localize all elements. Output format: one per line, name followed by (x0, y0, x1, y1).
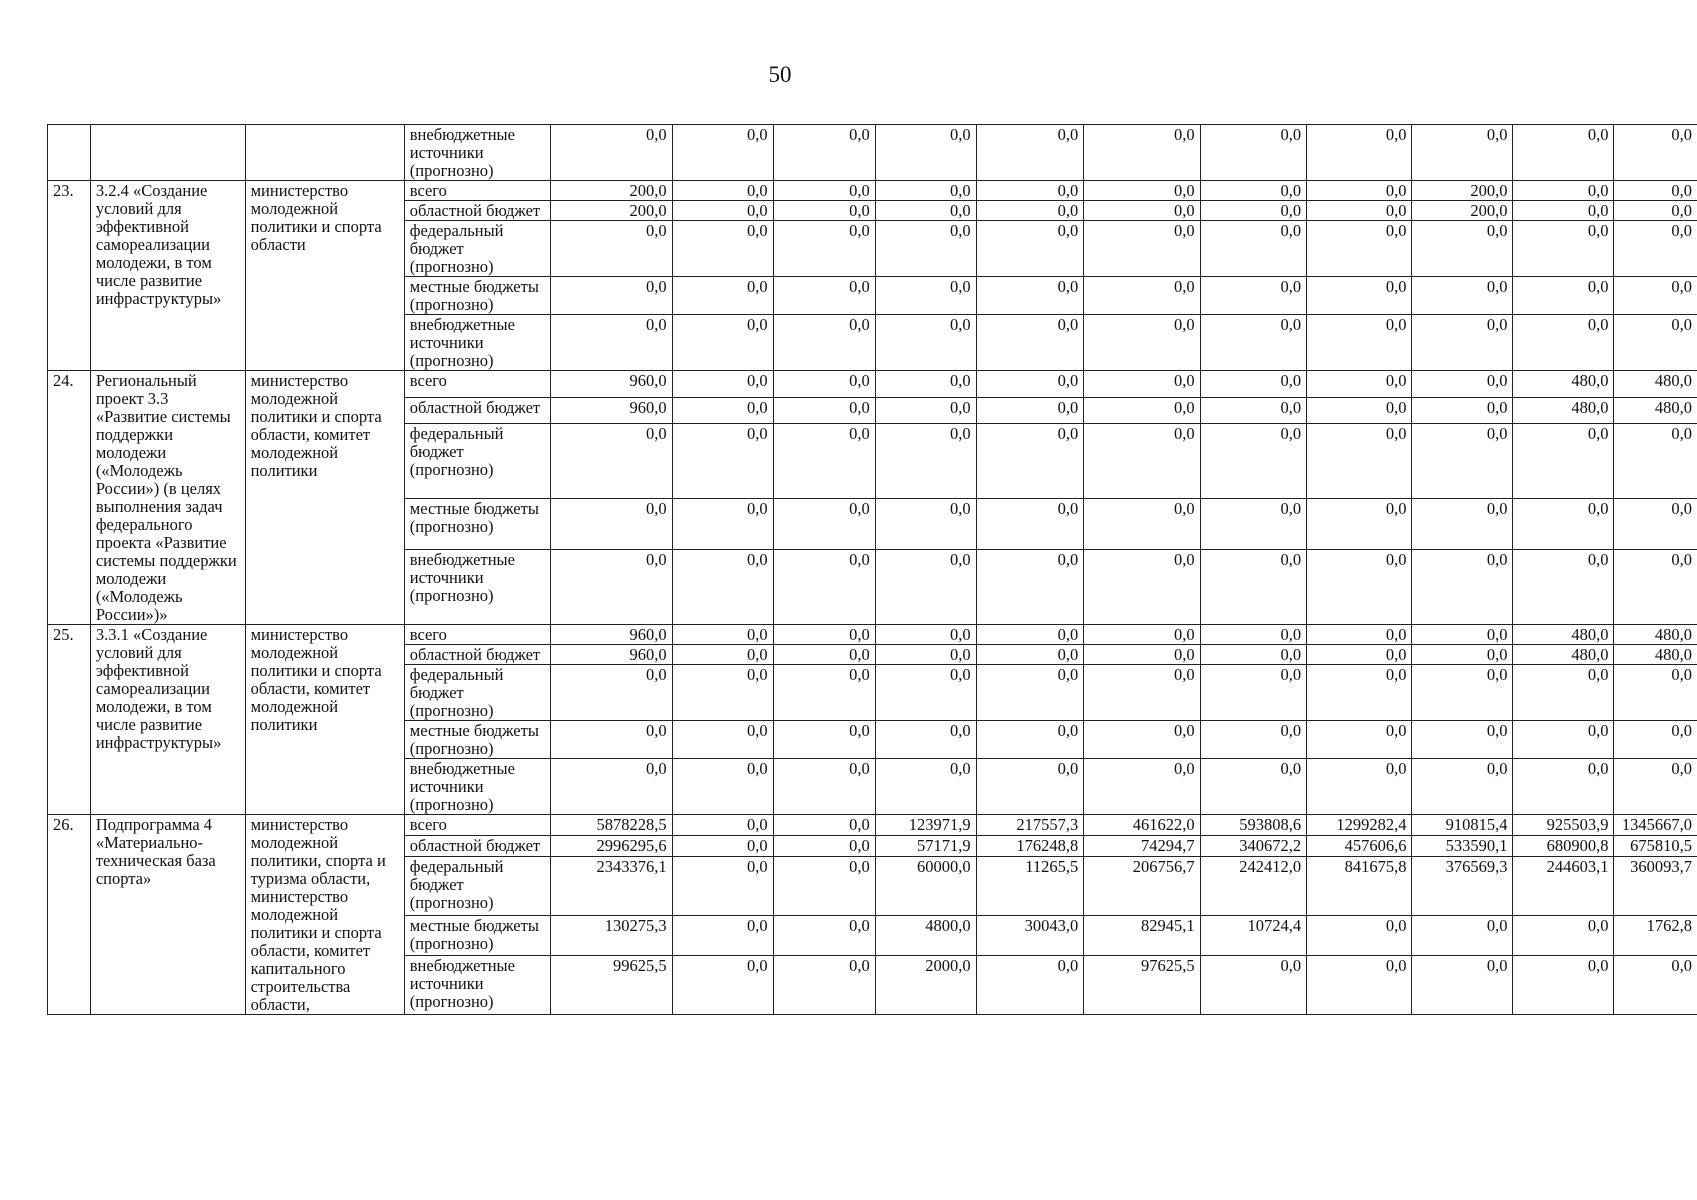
row-number: 25. (48, 625, 91, 815)
amount-cell: 0,0 (1084, 645, 1200, 665)
amount-cell: 0,0 (672, 550, 773, 625)
amount-cell: 0,0 (1307, 125, 1412, 181)
amount-cell: 0,0 (1084, 759, 1200, 815)
amount-cell: 0,0 (1307, 550, 1412, 625)
amount-cell: 0,0 (672, 836, 773, 857)
funding-source: областной бюджет (404, 645, 550, 665)
amount-cell: 0,0 (1412, 759, 1513, 815)
amount-cell: 0,0 (875, 371, 976, 398)
amount-cell: 593808,6 (1200, 815, 1306, 836)
amount-cell: 0,0 (1614, 221, 1697, 277)
amount-cell: 0,0 (1307, 315, 1412, 371)
amount-cell: 680900,8 (1513, 836, 1614, 857)
amount-cell: 0,0 (773, 550, 875, 625)
amount-cell: 0,0 (550, 125, 672, 181)
measure-name (90, 125, 245, 181)
amount-cell: 0,0 (1614, 665, 1697, 721)
amount-cell: 0,0 (1513, 665, 1614, 721)
amount-cell: 0,0 (1084, 201, 1200, 221)
amount-cell: 2000,0 (875, 956, 976, 1015)
amount-cell: 0,0 (773, 645, 875, 665)
amount-cell: 0,0 (1084, 665, 1200, 721)
amount-cell: 0,0 (773, 836, 875, 857)
amount-cell: 200,0 (550, 181, 672, 201)
amount-cell: 176248,8 (976, 836, 1084, 857)
amount-cell: 0,0 (1513, 277, 1614, 315)
amount-cell: 0,0 (1412, 665, 1513, 721)
funding-source: внебюджетные источники (прогнозно) (404, 550, 550, 625)
amount-cell: 0,0 (976, 221, 1084, 277)
amount-cell: 0,0 (875, 759, 976, 815)
amount-cell: 533590,1 (1412, 836, 1513, 857)
amount-cell: 0,0 (1084, 721, 1200, 759)
amount-cell: 0,0 (1307, 721, 1412, 759)
amount-cell: 0,0 (672, 499, 773, 550)
amount-cell: 0,0 (550, 759, 672, 815)
amount-cell: 0,0 (1614, 181, 1697, 201)
amount-cell: 0,0 (1084, 499, 1200, 550)
amount-cell: 0,0 (773, 815, 875, 836)
amount-cell: 0,0 (976, 397, 1084, 424)
amount-cell: 0,0 (875, 125, 976, 181)
amount-cell: 480,0 (1614, 397, 1697, 424)
amount-cell: 0,0 (1084, 625, 1200, 645)
amount-cell: 0,0 (773, 125, 875, 181)
table-row (48, 181, 1697, 201)
funding-source: всего (404, 625, 550, 645)
amount-cell: 0,0 (1307, 759, 1412, 815)
amount-cell: 0,0 (976, 665, 1084, 721)
amount-cell: 1345667,0 (1614, 815, 1697, 836)
amount-cell: 0,0 (1307, 916, 1412, 956)
amount-cell: 0,0 (1412, 315, 1513, 371)
amount-cell: 0,0 (550, 721, 672, 759)
amount-cell: 0,0 (1412, 371, 1513, 398)
amount-cell: 5878228,5 (550, 815, 672, 836)
amount-cell: 0,0 (1412, 721, 1513, 759)
amount-cell: 0,0 (875, 221, 976, 277)
amount-cell: 74294,7 (1084, 836, 1200, 857)
amount-cell: 0,0 (1412, 221, 1513, 277)
amount-cell: 200,0 (1412, 201, 1513, 221)
amount-cell: 0,0 (1513, 721, 1614, 759)
amount-cell: 0,0 (1200, 721, 1306, 759)
amount-cell: 0,0 (875, 181, 976, 201)
amount-cell: 0,0 (1200, 201, 1306, 221)
amount-cell: 0,0 (773, 315, 875, 371)
executor (245, 125, 404, 181)
amount-cell: 0,0 (672, 424, 773, 499)
amount-cell: 0,0 (1513, 201, 1614, 221)
amount-cell: 480,0 (1614, 645, 1697, 665)
amount-cell: 0,0 (976, 181, 1084, 201)
amount-cell: 0,0 (1412, 277, 1513, 315)
amount-cell: 0,0 (1412, 550, 1513, 625)
amount-cell: 0,0 (550, 424, 672, 499)
amount-cell: 376569,3 (1412, 857, 1513, 916)
amount-cell: 0,0 (1412, 424, 1513, 499)
amount-cell: 0,0 (1200, 125, 1306, 181)
funding-source: внебюджетные источники (прогнозно) (404, 956, 550, 1015)
amount-cell: 0,0 (976, 956, 1084, 1015)
amount-cell: 0,0 (1084, 181, 1200, 201)
amount-cell: 0,0 (1084, 424, 1200, 499)
amount-cell: 0,0 (976, 759, 1084, 815)
amount-cell: 457606,6 (1307, 836, 1412, 857)
amount-cell: 480,0 (1614, 371, 1697, 398)
amount-cell: 910815,4 (1412, 815, 1513, 836)
funding-source: областной бюджет (404, 836, 550, 857)
amount-cell: 340672,2 (1200, 836, 1306, 857)
amount-cell: 0,0 (1084, 277, 1200, 315)
amount-cell: 206756,7 (1084, 857, 1200, 916)
amount-cell: 200,0 (1412, 181, 1513, 201)
budget-table (47, 124, 1697, 1015)
amount-cell: 0,0 (1412, 125, 1513, 181)
amount-cell: 0,0 (1200, 665, 1306, 721)
amount-cell: 0,0 (1084, 125, 1200, 181)
amount-cell: 0,0 (773, 397, 875, 424)
amount-cell: 0,0 (773, 721, 875, 759)
amount-cell: 57171,9 (875, 836, 976, 857)
amount-cell: 461622,0 (1084, 815, 1200, 836)
measure-name: Региональный проект 3.3 «Развитие системы поддержки молодежи («Молодежь России») (в целях выполнения задач федерального проекта «Развитие системы поддержки молодежи («Молодежь России»)» (90, 371, 245, 625)
amount-cell: 0,0 (1200, 181, 1306, 201)
amount-cell: 0,0 (773, 857, 875, 916)
measure-name: 3.3.1 «Создание условий для эффективной самореализации молодежи, в том числе развитие инфраструктуры» (90, 625, 245, 815)
amount-cell: 841675,8 (1307, 857, 1412, 916)
amount-cell: 0,0 (1412, 916, 1513, 956)
amount-cell: 0,0 (550, 499, 672, 550)
amount-cell: 0,0 (1614, 721, 1697, 759)
table-row (48, 371, 1697, 398)
amount-cell: 0,0 (1200, 371, 1306, 398)
row-number: 24. (48, 371, 91, 625)
amount-cell: 0,0 (550, 665, 672, 721)
amount-cell: 0,0 (1513, 424, 1614, 499)
amount-cell: 0,0 (672, 221, 773, 277)
amount-cell: 0,0 (550, 315, 672, 371)
amount-cell: 0,0 (672, 397, 773, 424)
amount-cell: 0,0 (875, 645, 976, 665)
amount-cell: 0,0 (875, 315, 976, 371)
funding-source: всего (404, 181, 550, 201)
executor: министерство молодежной политики, спорта и туризма области, министерство молодежной политики и спорта области, комитет капитального строительства области, (245, 815, 404, 1015)
amount-cell: 0,0 (976, 371, 1084, 398)
funding-source: федеральный бюджет (прогнозно) (404, 665, 550, 721)
funding-source: местные бюджеты (прогнозно) (404, 916, 550, 956)
amount-cell: 0,0 (1412, 645, 1513, 665)
amount-cell: 0,0 (1513, 125, 1614, 181)
amount-cell: 0,0 (875, 721, 976, 759)
amount-cell: 0,0 (1307, 625, 1412, 645)
amount-cell: 0,0 (672, 857, 773, 916)
amount-cell: 0,0 (1513, 315, 1614, 371)
amount-cell: 0,0 (672, 815, 773, 836)
amount-cell: 0,0 (773, 956, 875, 1015)
row-number (48, 125, 91, 181)
funding-source: всего (404, 815, 550, 836)
amount-cell: 0,0 (773, 665, 875, 721)
amount-cell: 0,0 (773, 916, 875, 956)
amount-cell: 0,0 (550, 277, 672, 315)
amount-cell: 0,0 (1200, 397, 1306, 424)
amount-cell: 0,0 (976, 550, 1084, 625)
amount-cell: 244603,1 (1513, 857, 1614, 916)
amount-cell: 0,0 (875, 424, 976, 499)
amount-cell: 0,0 (550, 550, 672, 625)
amount-cell: 0,0 (1084, 397, 1200, 424)
amount-cell: 0,0 (875, 277, 976, 315)
amount-cell: 0,0 (1614, 277, 1697, 315)
amount-cell: 0,0 (672, 201, 773, 221)
amount-cell: 960,0 (550, 645, 672, 665)
amount-cell: 0,0 (1614, 201, 1697, 221)
amount-cell: 217557,3 (976, 815, 1084, 836)
amount-cell: 0,0 (1614, 315, 1697, 371)
amount-cell: 0,0 (875, 665, 976, 721)
amount-cell: 0,0 (1513, 916, 1614, 956)
amount-cell: 0,0 (773, 201, 875, 221)
amount-cell: 0,0 (1412, 499, 1513, 550)
amount-cell: 0,0 (1307, 499, 1412, 550)
amount-cell: 0,0 (1307, 201, 1412, 221)
amount-cell: 2343376,1 (550, 857, 672, 916)
amount-cell: 0,0 (1513, 550, 1614, 625)
amount-cell: 0,0 (1307, 181, 1412, 201)
amount-cell: 0,0 (773, 499, 875, 550)
amount-cell: 0,0 (1307, 371, 1412, 398)
table-row (48, 125, 1697, 181)
amount-cell: 0,0 (773, 371, 875, 398)
amount-cell: 99625,5 (550, 956, 672, 1015)
funding-source: внебюджетные источники (прогнозно) (404, 125, 550, 181)
executor: министерство молодежной политики и спорта области (245, 181, 404, 371)
amount-cell: 0,0 (1513, 221, 1614, 277)
amount-cell: 960,0 (550, 371, 672, 398)
amount-cell: 0,0 (875, 550, 976, 625)
amount-cell: 0,0 (1412, 956, 1513, 1015)
amount-cell: 0,0 (550, 221, 672, 277)
amount-cell: 2996295,6 (550, 836, 672, 857)
amount-cell: 0,0 (1200, 277, 1306, 315)
amount-cell: 0,0 (1614, 499, 1697, 550)
executor: министерство молодежной политики и спорта области, комитет молодежной политики (245, 625, 404, 815)
funding-source: областной бюджет (404, 201, 550, 221)
amount-cell: 0,0 (1412, 625, 1513, 645)
amount-cell: 0,0 (1084, 550, 1200, 625)
amount-cell: 0,0 (672, 277, 773, 315)
funding-source: местные бюджеты (прогнозно) (404, 277, 550, 315)
amount-cell: 0,0 (875, 499, 976, 550)
amount-cell: 0,0 (1200, 550, 1306, 625)
amount-cell: 0,0 (1200, 759, 1306, 815)
amount-cell: 960,0 (550, 625, 672, 645)
funding-source: федеральный бюджет (прогнозно) (404, 424, 550, 499)
measure-name: 3.2.4 «Создание условий для эффективной самореализации молодежи, в том числе развитие инфраструктуры» (90, 181, 245, 371)
executor: министерство молодежной политики и спорта области, комитет молодежной политики (245, 371, 404, 625)
amount-cell: 0,0 (976, 424, 1084, 499)
amount-cell: 0,0 (875, 201, 976, 221)
amount-cell: 0,0 (1513, 499, 1614, 550)
amount-cell: 480,0 (1513, 645, 1614, 665)
amount-cell: 11265,5 (976, 857, 1084, 916)
amount-cell: 0,0 (773, 424, 875, 499)
amount-cell: 925503,9 (1513, 815, 1614, 836)
amount-cell: 0,0 (1513, 181, 1614, 201)
amount-cell: 60000,0 (875, 857, 976, 916)
amount-cell: 0,0 (1307, 665, 1412, 721)
amount-cell: 0,0 (976, 201, 1084, 221)
amount-cell: 1762,8 (1614, 916, 1697, 956)
amount-cell: 0,0 (672, 125, 773, 181)
amount-cell: 0,0 (672, 181, 773, 201)
amount-cell: 0,0 (1307, 645, 1412, 665)
amount-cell: 0,0 (1200, 625, 1306, 645)
amount-cell: 242412,0 (1200, 857, 1306, 916)
amount-cell: 0,0 (1200, 956, 1306, 1015)
amount-cell: 0,0 (1614, 125, 1697, 181)
amount-cell: 0,0 (672, 371, 773, 398)
amount-cell: 0,0 (1307, 397, 1412, 424)
amount-cell: 4800,0 (875, 916, 976, 956)
funding-source: местные бюджеты (прогнозно) (404, 499, 550, 550)
amount-cell: 0,0 (1200, 315, 1306, 371)
amount-cell: 0,0 (976, 499, 1084, 550)
funding-source: местные бюджеты (прогнозно) (404, 721, 550, 759)
amount-cell: 0,0 (1513, 956, 1614, 1015)
amount-cell: 97625,5 (1084, 956, 1200, 1015)
measure-name: Подпрограмма 4 «Материально-техническая база спорта» (90, 815, 245, 1015)
amount-cell: 130275,3 (550, 916, 672, 956)
funding-source: всего (404, 371, 550, 398)
amount-cell: 1299282,4 (1307, 815, 1412, 836)
amount-cell: 0,0 (976, 625, 1084, 645)
funding-source: областной бюджет (404, 397, 550, 424)
table-row (48, 625, 1697, 645)
amount-cell: 0,0 (1307, 956, 1412, 1015)
amount-cell: 0,0 (1614, 424, 1697, 499)
amount-cell: 0,0 (672, 721, 773, 759)
row-number: 26. (48, 815, 91, 1015)
amount-cell: 0,0 (976, 315, 1084, 371)
amount-cell: 0,0 (773, 759, 875, 815)
amount-cell: 0,0 (773, 277, 875, 315)
amount-cell: 200,0 (550, 201, 672, 221)
amount-cell: 0,0 (773, 181, 875, 201)
amount-cell: 0,0 (1513, 759, 1614, 815)
amount-cell: 480,0 (1614, 625, 1697, 645)
amount-cell: 0,0 (1200, 499, 1306, 550)
amount-cell: 480,0 (1513, 397, 1614, 424)
amount-cell: 82945,1 (1084, 916, 1200, 956)
amount-cell: 0,0 (976, 277, 1084, 315)
row-number: 23. (48, 181, 91, 371)
amount-cell: 960,0 (550, 397, 672, 424)
amount-cell: 0,0 (672, 315, 773, 371)
amount-cell: 0,0 (672, 645, 773, 665)
amount-cell: 0,0 (1200, 645, 1306, 665)
amount-cell: 0,0 (672, 625, 773, 645)
amount-cell: 480,0 (1513, 625, 1614, 645)
amount-cell: 0,0 (1307, 221, 1412, 277)
amount-cell: 30043,0 (976, 916, 1084, 956)
amount-cell: 360093,7 (1614, 857, 1697, 916)
amount-cell: 0,0 (1614, 759, 1697, 815)
funding-source: внебюджетные источники (прогнозно) (404, 759, 550, 815)
amount-cell: 0,0 (672, 956, 773, 1015)
amount-cell: 0,0 (976, 645, 1084, 665)
amount-cell: 675810,5 (1614, 836, 1697, 857)
page-number: 50 (768, 62, 792, 87)
table-row (48, 815, 1697, 836)
amount-cell: 10724,4 (1200, 916, 1306, 956)
amount-cell: 0,0 (1412, 397, 1513, 424)
funding-source: федеральный бюджет (прогнозно) (404, 221, 550, 277)
amount-cell: 0,0 (1200, 221, 1306, 277)
amount-cell: 0,0 (1614, 550, 1697, 625)
funding-source: федеральный бюджет (прогнозно) (404, 857, 550, 916)
amount-cell: 0,0 (1084, 315, 1200, 371)
amount-cell: 0,0 (875, 625, 976, 645)
amount-cell: 0,0 (672, 759, 773, 815)
amount-cell: 0,0 (1084, 221, 1200, 277)
amount-cell: 0,0 (672, 665, 773, 721)
amount-cell: 0,0 (1307, 277, 1412, 315)
amount-cell: 0,0 (1200, 424, 1306, 499)
funding-source: внебюджетные источники (прогнозно) (404, 315, 550, 371)
amount-cell: 0,0 (875, 397, 976, 424)
amount-cell: 0,0 (1084, 371, 1200, 398)
amount-cell: 0,0 (976, 721, 1084, 759)
amount-cell: 123971,9 (875, 815, 976, 836)
amount-cell: 0,0 (773, 625, 875, 645)
amount-cell: 0,0 (1614, 956, 1697, 1015)
amount-cell: 0,0 (1307, 424, 1412, 499)
amount-cell: 480,0 (1513, 371, 1614, 398)
amount-cell: 0,0 (976, 125, 1084, 181)
amount-cell: 0,0 (773, 221, 875, 277)
amount-cell: 0,0 (672, 916, 773, 956)
